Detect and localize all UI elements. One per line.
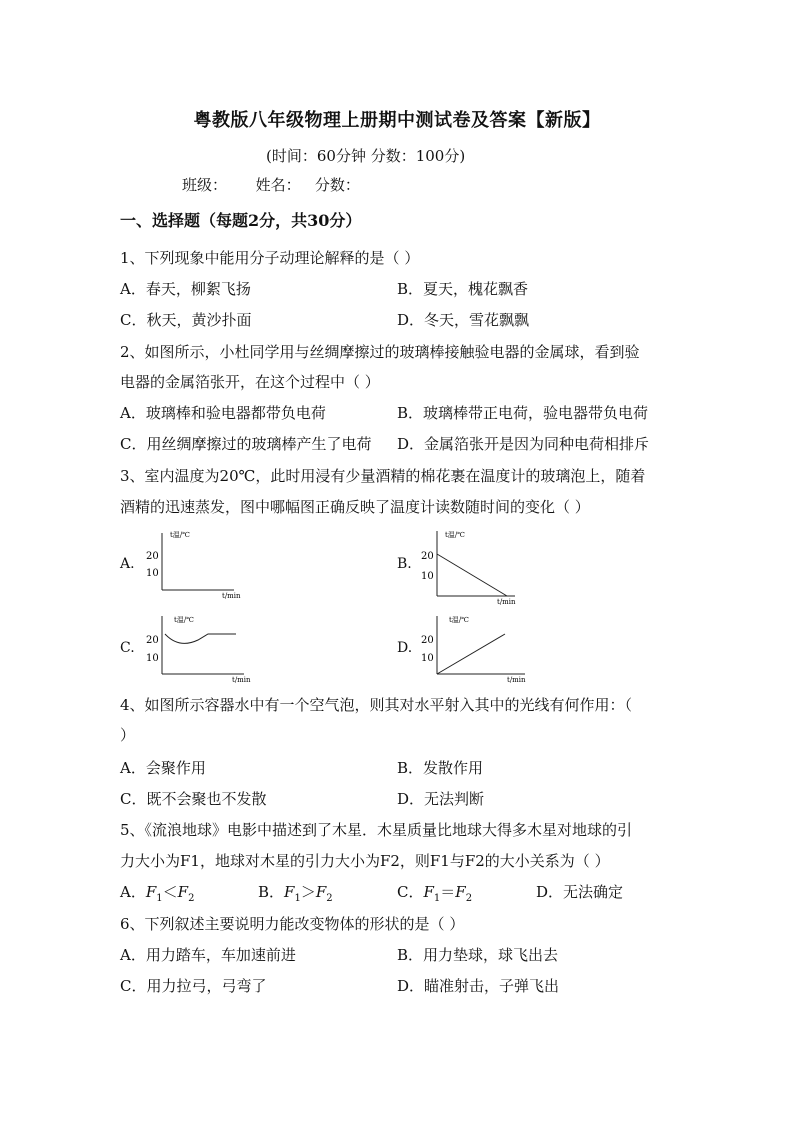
question-6-stem: 6、下列叙述主要说明力能改变物体的形状的是（ ） xyxy=(120,915,465,933)
section-heading: 一、选择题（每题2分，共30分） xyxy=(120,211,362,230)
question-2-option-c: C．用丝绸摩擦过的玻璃棒产生了电荷 xyxy=(120,435,372,453)
graph-c-tick-10: 10 xyxy=(146,653,159,664)
question-2-option-d: D．金属箔张开是因为同种电荷相排斥 xyxy=(397,435,650,453)
question-2-stem-line1: 2、如图所示，小杜同学用与丝绸摩擦过的玻璃棒接触验电器的金属球，看到验 xyxy=(120,343,640,361)
graph-b-ylabel: t温/℃ xyxy=(445,531,466,539)
question-5-option-d: D．无法确定 xyxy=(536,883,624,901)
question-2-option-b: B．玻璃棒带正电荷，验电器带负电荷 xyxy=(397,404,649,422)
question-1-stem: 1、下列现象中能用分子动理论解释的是（ ） xyxy=(120,249,420,267)
question-5-option-b: B．$F_1>F_2$ xyxy=(258,883,333,904)
graph-d-curve xyxy=(437,634,505,674)
graph-d-ylabel: t温/℃ xyxy=(449,616,470,624)
question-5-option-a: A．$F_1<F_2$ xyxy=(120,883,195,904)
question-6-option-b: B．用力垫球，球飞出去 xyxy=(397,946,559,964)
question-4-option-b: B．发散作用 xyxy=(397,759,484,777)
question-1-option-c: C．秋天，黄沙扑面 xyxy=(120,311,252,329)
question-4-stem-line1: 4、如图所示容器水中有一个空气泡，则其对水平射入其中的光线有何作用：（ xyxy=(120,696,633,714)
question-3-option-d-label: D. xyxy=(397,640,413,656)
question-1-option-b: B．夏天，槐花飘香 xyxy=(397,280,529,298)
question-4-stem-line2: ） xyxy=(120,726,136,744)
graph-d xyxy=(415,610,540,686)
graph-b-tick-10: 10 xyxy=(421,571,434,582)
graph-b-tick-20: 20 xyxy=(421,551,434,562)
question-2-stem-line2: 电器的金属箔张开，在这个过程中（ ） xyxy=(120,373,380,391)
graph-a-xlabel: t/min xyxy=(222,592,241,600)
question-3-option-c-label: C. xyxy=(120,640,135,656)
graph-d-tick-20: 20 xyxy=(421,635,434,646)
question-3-option-b-label: B. xyxy=(397,556,412,572)
graph-c-ylabel: t温/℃ xyxy=(174,616,195,624)
question-6-option-a: A．用力踏车，车加速前进 xyxy=(120,946,296,964)
exam-subtitle: (时间：60分钟 分数：100分) xyxy=(266,147,466,165)
graph-a-tick-20: 20 xyxy=(146,551,159,562)
question-4-option-c: C．既不会聚也不发散 xyxy=(120,790,267,808)
graph-c-tick-20: 20 xyxy=(146,635,159,646)
question-3-stem-line1: 3、室内温度为20℃，此时用浸有少量酒精的棉花裹在温度计的玻璃泡上，随着 xyxy=(120,467,646,485)
graph-b-curve xyxy=(437,554,507,596)
question-6-option-c: C．用力拉弓，弓弯了 xyxy=(120,977,267,995)
graph-c-xlabel: t/min xyxy=(232,676,251,684)
question-3-stem-line2: 酒精的迅速蒸发，图中哪幅图正确反映了温度计读数随时间的变化（ ） xyxy=(120,498,590,516)
graph-d-xlabel: t/min xyxy=(507,676,526,684)
graph-d-tick-10: 10 xyxy=(421,653,434,664)
question-2-option-a: A．玻璃棒和验电器都带负电荷 xyxy=(120,404,326,422)
graph-a xyxy=(140,525,250,601)
question-5-stem-line2: 力大小为F1，地球对木星的引力大小为F2，则F1与F2的大小关系为（ ） xyxy=(120,852,610,870)
graph-a-ylabel: t温/℃ xyxy=(170,531,191,539)
question-1-option-d: D．冬天，雪花飘飘 xyxy=(397,311,530,329)
question-1-option-a: A．春天，柳絮飞扬 xyxy=(120,280,251,298)
student-info-line: 班级： 姓名： 分数： xyxy=(182,176,360,194)
question-5-stem-line1: 5、《流浪地球》电影中描述到了木星．木星质量比地球大得多木星对地球的引 xyxy=(120,821,633,839)
question-4-option-a: A．会聚作用 xyxy=(120,759,206,777)
graph-b-xlabel: t/min xyxy=(497,598,516,606)
question-6-option-d: D．瞄准射击，子弹飞出 xyxy=(397,977,560,995)
graph-b xyxy=(415,525,530,607)
question-5-option-c: C．$F_1=F_2$ xyxy=(397,883,473,904)
question-4-option-d: D．无法判断 xyxy=(397,790,485,808)
question-3-option-a-label: A. xyxy=(120,556,135,572)
graph-c-curve xyxy=(165,634,236,643)
graph-a-tick-10: 10 xyxy=(146,568,159,579)
graph-c xyxy=(140,610,260,686)
page-title: 粤教版八年级物理上册期中测试卷及答案【新版】 xyxy=(193,110,601,131)
